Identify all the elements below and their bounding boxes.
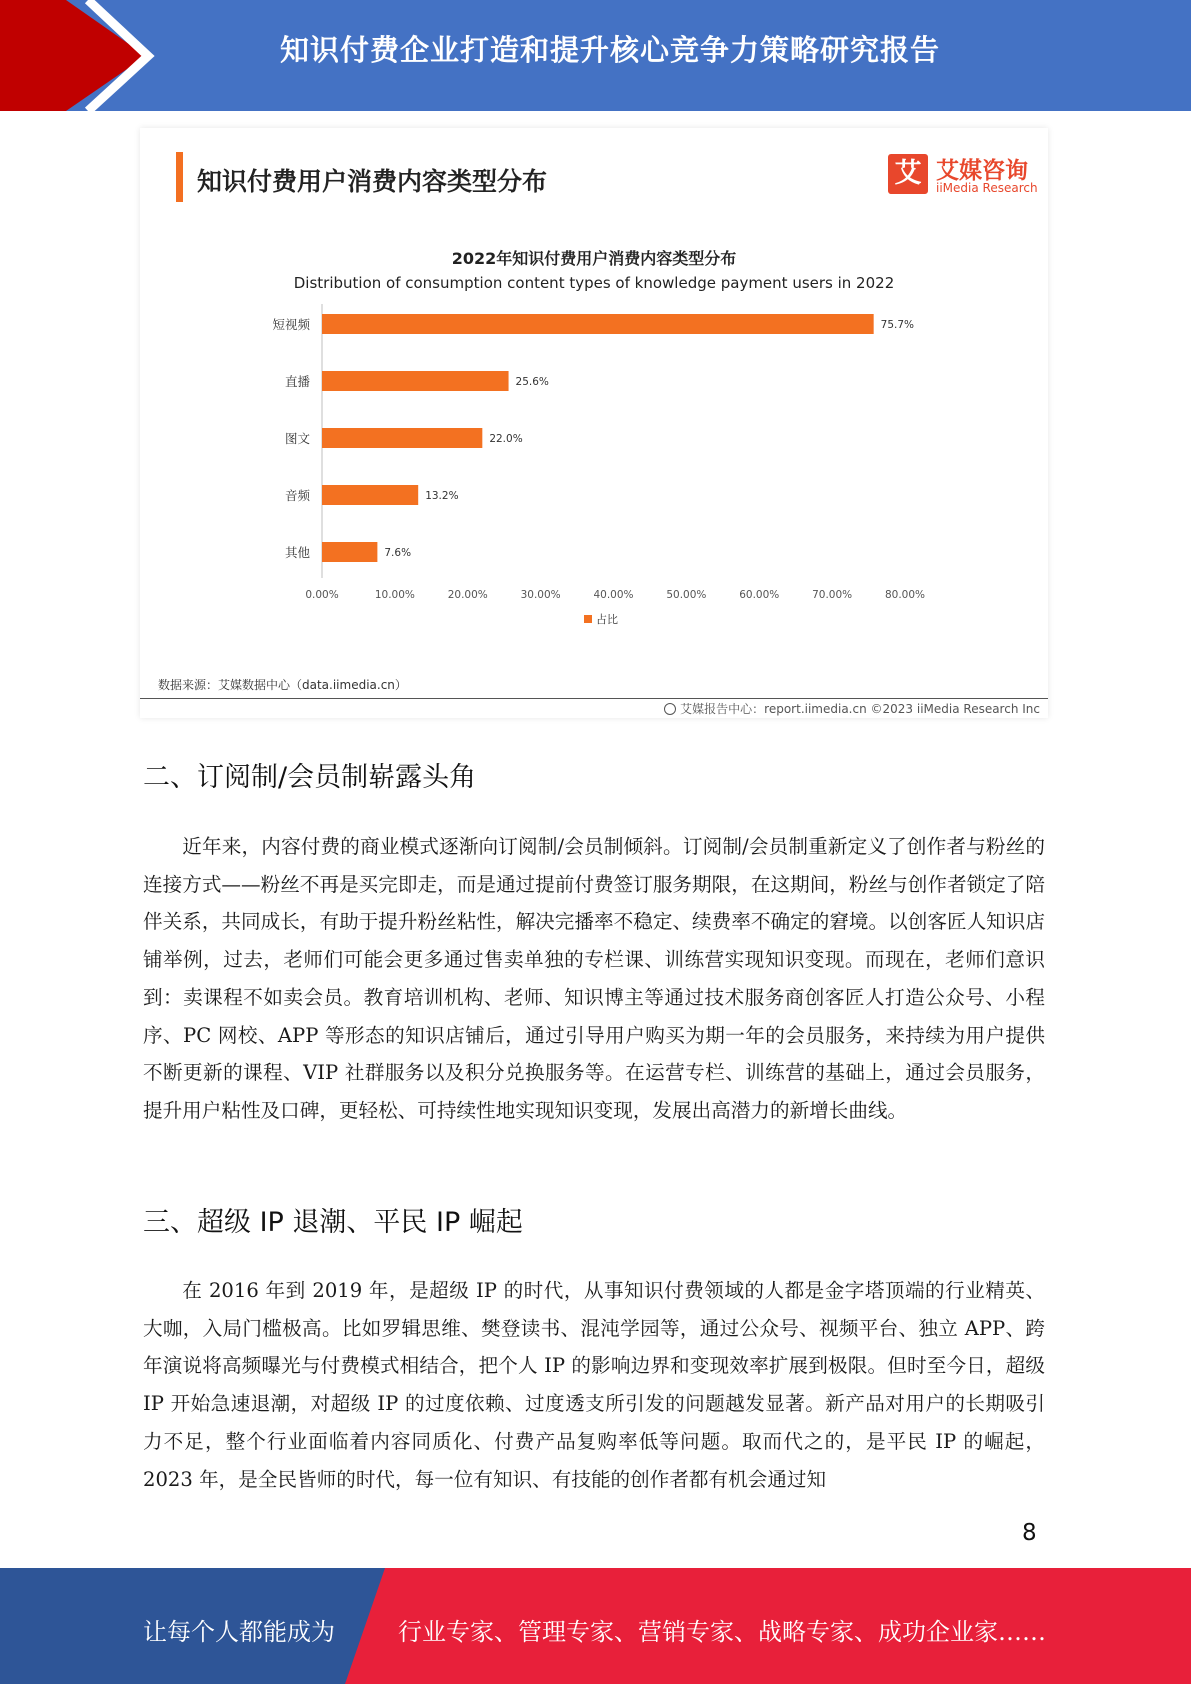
x-tick-label: 80.00% xyxy=(884,589,926,601)
report-center-icon xyxy=(664,703,676,715)
chart-subtitle: Distribution of consumption content types of knowledge payment users in 2022 xyxy=(293,274,895,292)
bar xyxy=(322,485,418,505)
x-tick-label: 60.00% xyxy=(739,589,780,601)
figure-footer-text: 艾媒报告中心：report.iimedia.cn ©2023 iiMedia Research Inc xyxy=(680,702,1040,716)
legend-swatch xyxy=(584,615,592,623)
banner-slogan-right: 行业专家、管理专家、营销专家、战略专家、成功企业家…… xyxy=(398,1618,1046,1646)
bottom-banner xyxy=(0,1568,1191,1684)
data-label: 22.0% xyxy=(489,433,523,445)
banner-slogan-left: 让每个人都能成为 xyxy=(143,1618,335,1646)
x-tick-label: 40.00% xyxy=(593,589,634,601)
bar xyxy=(322,428,482,448)
data-label: 75.7% xyxy=(880,319,915,331)
bar xyxy=(322,542,377,562)
chart-title: 2022年知识付费用户消费内容类型分布 xyxy=(451,249,737,268)
bar xyxy=(322,314,874,334)
x-tick-label: 0.00% xyxy=(305,589,339,601)
section-heading-ip: 三、超级 IP 退潮、平民 IP 崛起 xyxy=(143,1207,523,1238)
x-tick-label: 20.00% xyxy=(447,589,488,601)
header-arrow-decoration xyxy=(0,0,160,111)
data-label: 7.6% xyxy=(384,547,412,559)
section-paragraph-ip: 在 2016 年到 2019 年，是超级 IP 的时代，从事知识付费领域的人都是金字塔顶端的行业精英、大咖，入局门槛极高。比如罗辑思维、樊登读书、混沌学园等，通过公众号、视频平台、独立 APP、跨年演说将高频曝光与付费模式相结合，把个人 IP 的影响边界和变现效率扩展到极限。但时至今日，超级 IP 开始急速退潮，对超级 IP 的过度依赖、过度透支所引发的问题越发显著。新产品对用户的长期吸引力不足，整个行业面临着内容同质化、付费产品复购率低等问题。取而代之的，是平民 IP 的崛起，2023 年，是全民皆师的时代，每一位有知识、有技能的创作者都有机会通过知 xyxy=(143,1279,1045,1491)
chart-figure xyxy=(140,128,1048,718)
category-label: 直播 xyxy=(284,374,310,389)
data-label: 25.6% xyxy=(515,376,549,388)
logo-text-cn: 艾媒咨询 xyxy=(936,158,1028,184)
category-label: 其他 xyxy=(284,545,310,560)
bar xyxy=(322,371,509,391)
figure-heading: 知识付费用户消费内容类型分布 xyxy=(197,167,548,196)
report-title: 知识付费企业打造和提升核心竞争力策略研究报告 xyxy=(279,33,940,67)
figure-footer xyxy=(664,700,1040,717)
x-tick-label: 70.00% xyxy=(812,589,853,601)
x-tick-label: 10.00% xyxy=(374,589,415,601)
figure-divider xyxy=(140,698,1048,699)
logo-text-en: iiMedia Research xyxy=(936,181,1038,195)
data-source: 数据来源：艾媒数据中心（data.iimedia.cn） xyxy=(158,678,407,692)
section-heading-subscription: 二、订阅制/会员制崭露头角 xyxy=(143,762,477,793)
page-header xyxy=(0,0,1191,111)
legend-label: 占比 xyxy=(596,613,618,626)
category-label: 音频 xyxy=(284,488,310,503)
x-tick-label: 50.00% xyxy=(666,589,707,601)
iimedia-logo-icon: 艾 xyxy=(888,154,928,194)
section-paragraph-subscription: 近年来，内容付费的商业模式逐渐向订阅制/会员制倾斜。订阅制/会员制重新定义了创作者与粉丝的连接方式——粉丝不再是买完即走，而是通过提前付费签订服务期限，在这期间，粉丝与创作者锁定了陪伴关系，共同成长，有助于提升粉丝粘性，解决完播率不稳定、续费率不确定的窘境。以创客匠人知识店铺举例，过去，老师们可能会更多通过售卖单独的专栏课、训练营实现知识变现。而现在，老师们意识到：卖课程不如卖会员。教育培训机构、老师、知识博主等通过技术服务商创客匠人打造公众号、小程序、PC 网校、APP 等形态的知识店铺后，通过引导用户购买为期一年的会员服务，来持续为用户提供不断更新的课程、VIP 社群服务以及积分兑换服务等。在运营专栏、训练营的基础上，通过会员服务，提升用户粘性及口碑，更轻松、可持续性地实现知识变现，发展出高潜力的新增长曲线。 xyxy=(143,835,1045,1122)
x-tick-label: 30.00% xyxy=(520,589,561,601)
category-label: 短视频 xyxy=(272,317,310,332)
data-label: 13.2% xyxy=(425,490,459,502)
page-number: 8 xyxy=(1022,1520,1037,1546)
category-label: 图文 xyxy=(284,431,310,446)
bar-chart xyxy=(140,128,1048,668)
